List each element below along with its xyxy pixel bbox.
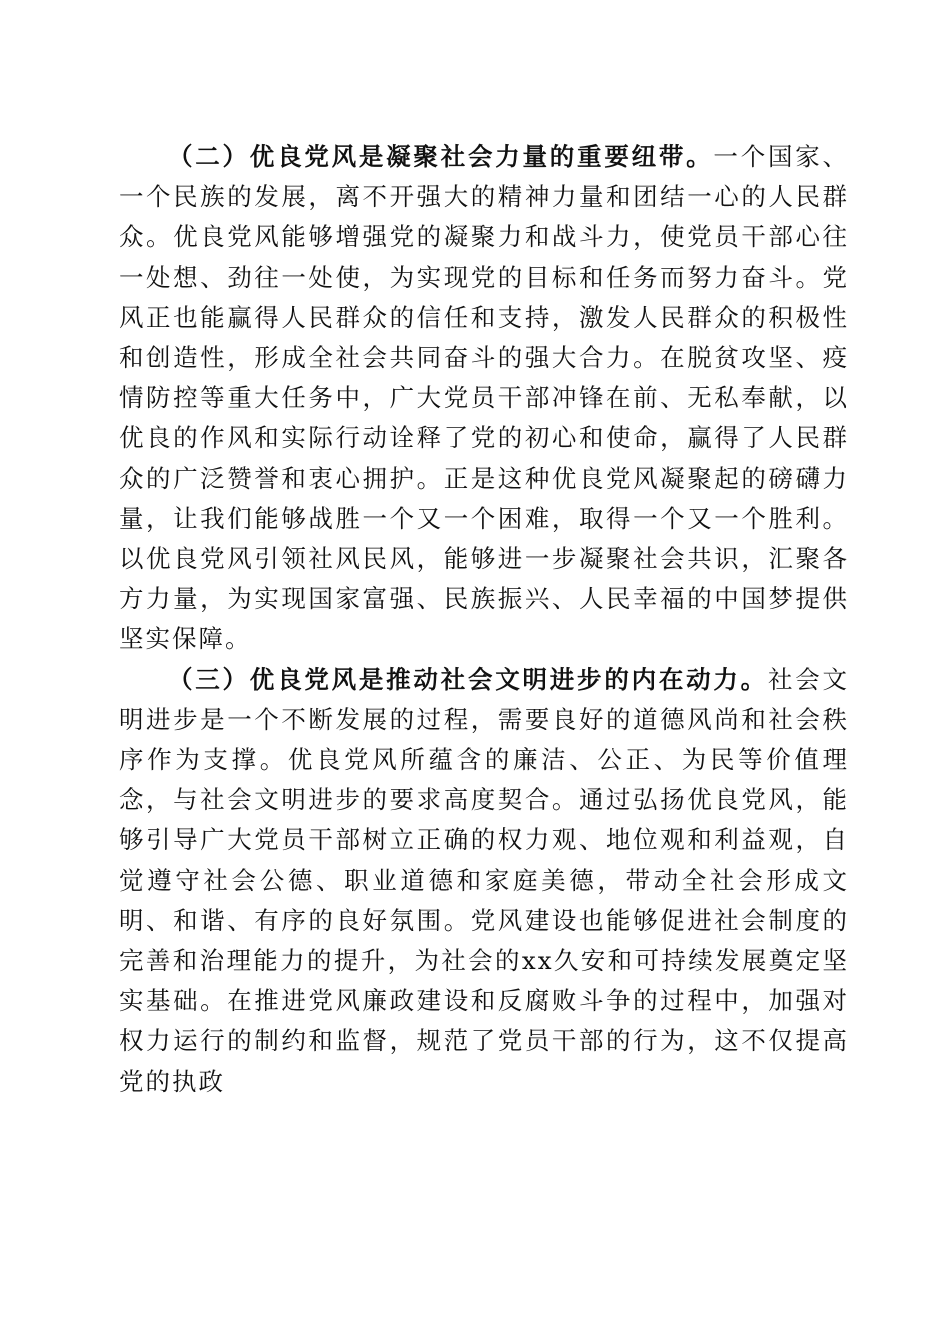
paragraph-section-2 bbox=[119, 137, 849, 660]
section-3-body: 社会文明进步是一个不断发展的过程，需要良好的道德风尚和社会秩序作为支撑。优良党风所蕴含的廉洁、公正、为民等价值理念，与社会文明进步的要求高度契合。通过弘扬优良党风，能够引导广大党员干部树立正确的权力观、地位观和利益观，自觉遵守社会公德、职业道德和家庭美德，带动全社会形成文明、和谐、有序的良好氛围。党风建设也能够促进社会制度的完善和治理能力的提升，为社会的xx久安和可持续发展奠定坚实基础。在推进党风廉政建设和反腐败斗争的过程中，加强对权力运行的制约和监督，规范了党员干部的行为，这不仅提高党的执政 bbox=[119, 664, 850, 1096]
document-body bbox=[119, 137, 849, 1102]
paragraph-section-3 bbox=[119, 660, 849, 1102]
section-2-heading: （二）优良党风是凝聚社会力量的重要纽带。 bbox=[168, 142, 714, 171]
section-3-heading: （三）优良党风是推动社会文明进步的内在动力。 bbox=[168, 664, 768, 694]
section-2-body: 一个国家、一个民族的发展，离不开强大的精神力量和团结一心的人民群众。优良党风能够增强党的凝聚力和战斗力，使党员干部心往一处想、劲往一处使，为实现党的目标和任务而努力奋斗。党风正也能赢得人民群众的信任和支持，激发人民群众的积极性和创造性，形成全社会共同奋斗的强大合力。在脱贫攻坚、疫情防控等重大任务中，广大党员干部冲锋在前、无私奉献，以优良的作风和实际行动诠释了党的初心和使命，赢得了人民群众的广泛赞誉和衷心拥护。正是这种优良党风凝聚起的磅礴力量，让我们能够战胜一个又一个困难，取得一个又一个胜利。以优良党风引领社风民风，能够进一步凝聚社会共识，汇聚各方力量，为实现国家富强、民族振兴、人民幸福的中国梦提供坚实保障。 bbox=[119, 142, 850, 654]
